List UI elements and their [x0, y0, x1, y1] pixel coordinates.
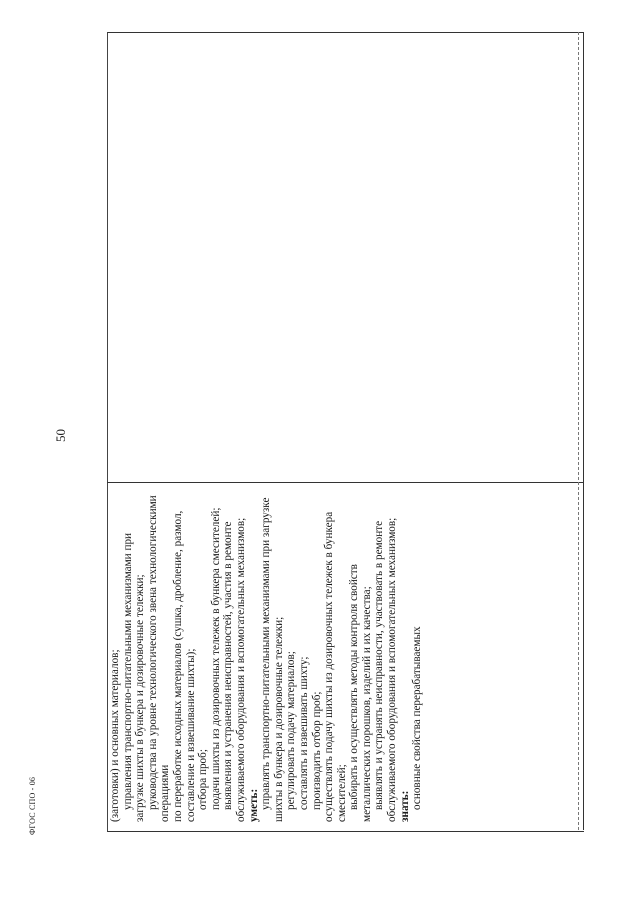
text-line: выявления и устранения неисправностей, участия в ремонте обслуживаемого оборудования и вспомогательных механизмов; [222, 517, 247, 822]
competency-text-cell [107, 486, 583, 830]
table-right-border [583, 32, 584, 830]
text-line: регулировать подачу материалов; [285, 651, 298, 810]
row-divider [107, 482, 583, 483]
text-line: руководства на уровне технологического звена технологическими операциями [146, 495, 172, 822]
text-line: производить отбор проб; [310, 691, 323, 810]
section-heading: знать: [398, 790, 411, 822]
text-line: по переработке исходных материалов (сушка, дробление, размол, составление и взвешивание шихты); [171, 510, 197, 822]
footer-code: ФГОС СПО - 06 [28, 776, 37, 835]
text-line: выявлять и устранять неисправности, участвовать в ремонте обслуживаемого оборудования и вспомогательных механизмов; [373, 517, 399, 822]
text-line: (заготовки) и основных материалов; [109, 649, 121, 822]
page-number: 50 [53, 429, 68, 442]
text-line: выбирать и осуществлять методы контроля свойств металлических порошков, изделий и их качества; [348, 564, 373, 822]
text-line: осуществлять подачу шихты из дозировочных тележек в бункера смесителей; [323, 511, 348, 822]
text-line: подачи шихты из дозировочных тележек в бункера смесителей; [209, 507, 222, 810]
text-line: составлять и взвешивать шихту; [297, 656, 310, 810]
text-line: управлять транспортно-питательными механизмами при загрузке шихты в бункера и дозировочные тележки; [260, 497, 285, 822]
text-line: управления транспортно-питательными механизмами при загрузке шихты в бункера и дозировочные тележки; [121, 532, 147, 822]
text-line: отбора проб; [197, 749, 210, 810]
section-heading: уметь: [247, 788, 260, 822]
text-line: основные свойства перерабатываемых [411, 626, 424, 810]
